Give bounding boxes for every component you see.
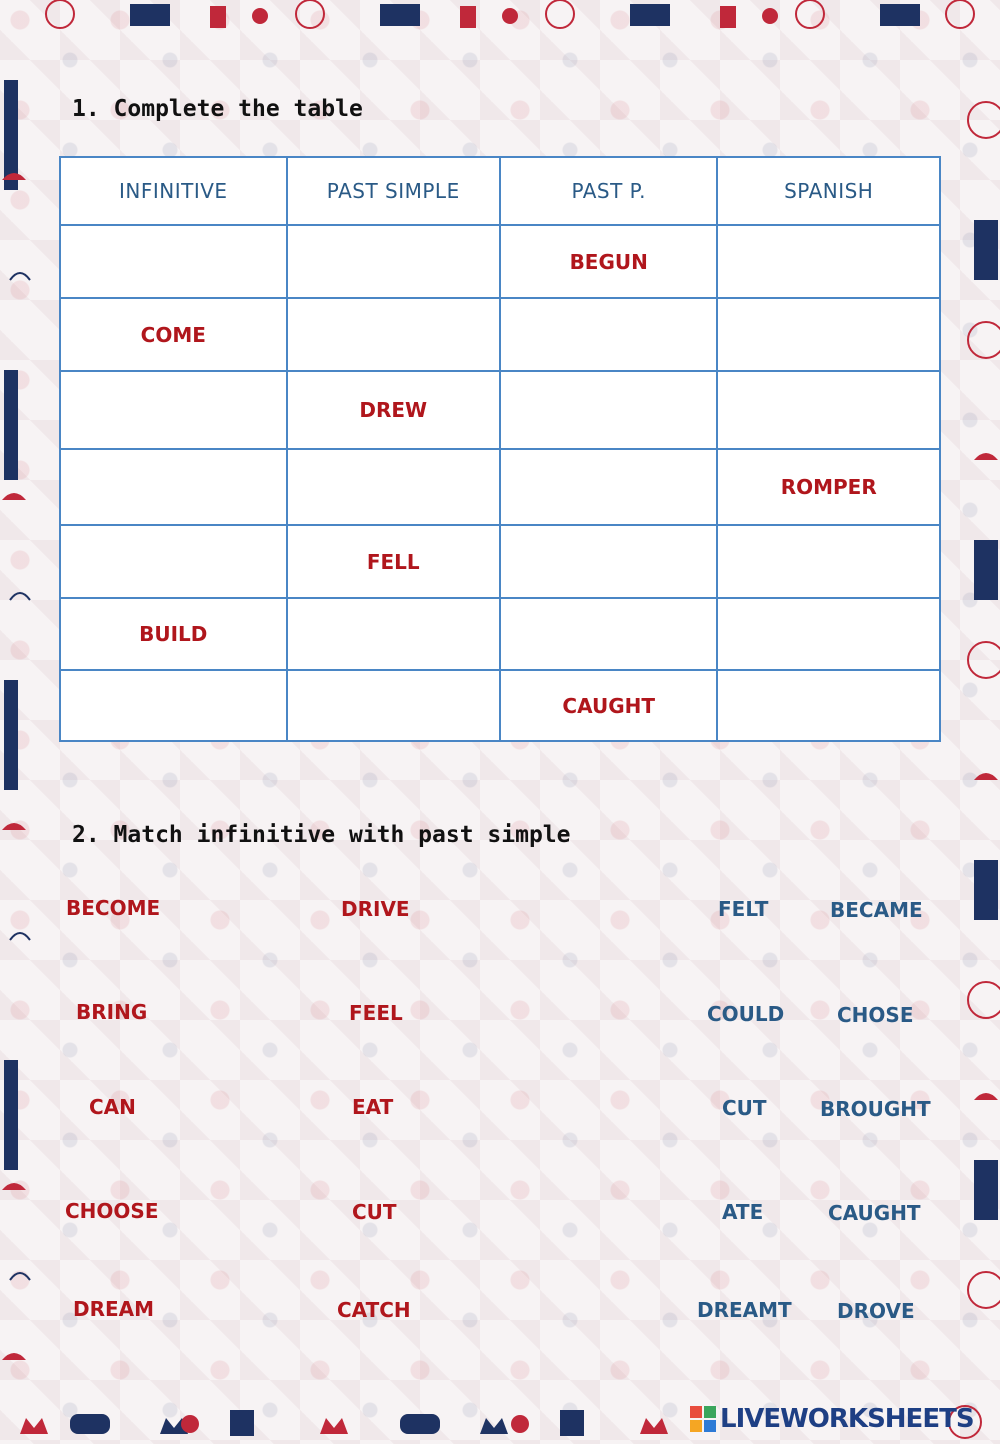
section-2-title: 2. Match infinitive with past simple — [72, 822, 571, 848]
table-cell[interactable] — [717, 598, 940, 670]
decorative-border-left — [0, 40, 48, 1400]
match-word-infinitive[interactable]: DREAM — [73, 1297, 155, 1321]
table-cell[interactable] — [60, 525, 287, 598]
table-cell[interactable] — [287, 449, 500, 525]
table-cell[interactable] — [60, 449, 287, 525]
table-cell[interactable] — [287, 598, 500, 670]
table-cell: BUILD — [60, 598, 287, 670]
table-cell: FELL — [287, 525, 500, 598]
table-cell[interactable] — [500, 525, 718, 598]
verb-table — [59, 156, 941, 742]
match-word-past[interactable]: COULD — [707, 1002, 785, 1026]
table-cell[interactable] — [717, 525, 940, 598]
table-cell[interactable] — [717, 371, 940, 449]
match-word-infinitive[interactable]: BECOME — [66, 896, 161, 920]
table-cell: BEGUN — [500, 225, 718, 298]
table-header-row — [60, 157, 940, 225]
match-word-infinitive[interactable]: CUT — [352, 1200, 397, 1224]
table-row — [60, 525, 940, 598]
table-cell: ROMPER — [717, 449, 940, 525]
decorative-border-right — [952, 40, 1000, 1400]
header-infinitive: INFINITIVE — [60, 157, 287, 225]
table-cell: COME — [60, 298, 287, 371]
match-word-infinitive[interactable]: CAN — [89, 1095, 136, 1119]
match-word-infinitive[interactable]: FEEL — [349, 1001, 403, 1025]
match-word-infinitive[interactable]: CHOOSE — [65, 1199, 159, 1223]
table-cell[interactable] — [717, 298, 940, 371]
match-word-past[interactable]: CHOSE — [837, 1003, 914, 1027]
match-word-past[interactable]: FELT — [718, 897, 769, 921]
table-cell[interactable] — [500, 449, 718, 525]
table-cell[interactable] — [60, 670, 287, 741]
table-row — [60, 371, 940, 449]
table-cell[interactable] — [287, 298, 500, 371]
section-1-title: 1. Complete the table — [72, 96, 363, 122]
table-cell[interactable] — [500, 598, 718, 670]
table-cell[interactable] — [287, 225, 500, 298]
table-cell: CAUGHT — [500, 670, 718, 741]
match-word-past[interactable]: BROUGHT — [820, 1097, 931, 1121]
table-row — [60, 598, 940, 670]
header-past-participle: PAST P. — [500, 157, 718, 225]
table-row — [60, 225, 940, 298]
table-cell[interactable] — [60, 371, 287, 449]
table-row — [60, 670, 940, 741]
header-past-simple: PAST SIMPLE — [287, 157, 500, 225]
match-word-infinitive[interactable]: CATCH — [337, 1298, 411, 1322]
table-row — [60, 298, 940, 371]
match-word-past[interactable]: CUT — [722, 1096, 767, 1120]
table-cell[interactable] — [500, 371, 718, 449]
match-word-infinitive[interactable]: BRING — [76, 1000, 148, 1024]
match-word-infinitive[interactable]: DRIVE — [341, 897, 410, 921]
table-cell[interactable] — [500, 298, 718, 371]
table-cell: DREW — [287, 371, 500, 449]
match-word-past[interactable]: CAUGHT — [828, 1201, 921, 1225]
match-word-past[interactable]: BECAME — [830, 898, 923, 922]
logo-text: LIVEWORKSHEETS — [720, 1404, 974, 1434]
logo-mark-icon — [690, 1406, 716, 1432]
table-row — [60, 449, 940, 525]
match-word-past[interactable]: DROVE — [837, 1299, 915, 1323]
decorative-border-top — [0, 0, 1000, 34]
table-cell[interactable] — [287, 670, 500, 741]
table-cell[interactable] — [717, 670, 940, 741]
match-word-past[interactable]: ATE — [722, 1200, 764, 1224]
match-word-infinitive[interactable]: EAT — [352, 1095, 394, 1119]
match-word-past[interactable]: DREAMT — [697, 1298, 792, 1322]
table-cell[interactable] — [60, 225, 287, 298]
table-cell[interactable] — [717, 225, 940, 298]
header-spanish: SPANISH — [717, 157, 940, 225]
liveworksheets-logo — [690, 1404, 974, 1434]
